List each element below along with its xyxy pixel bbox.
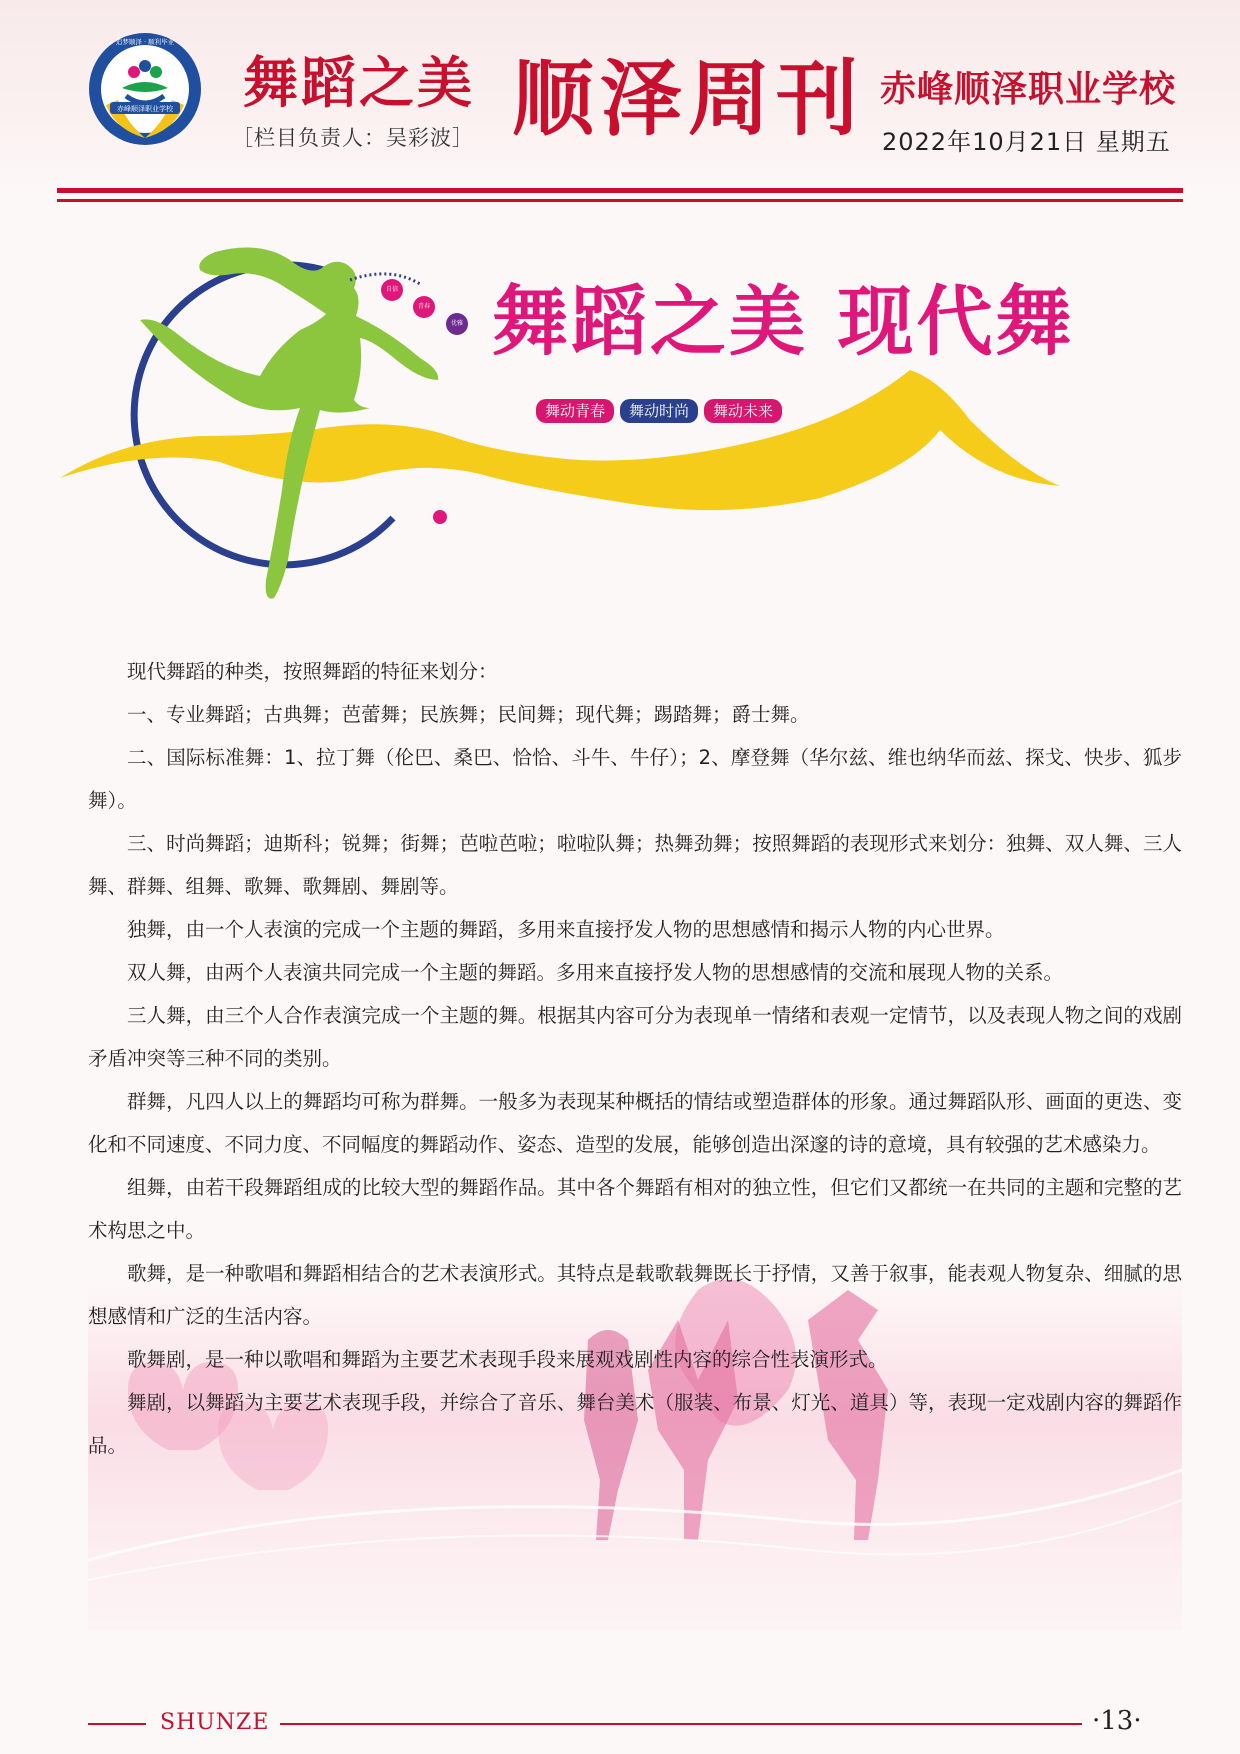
header-rule-thin <box>57 199 1183 202</box>
header-rule-thick <box>57 188 1183 193</box>
column-editor: ［栏目负责人：吴彩波］ <box>232 126 474 150</box>
footer-rule-right <box>280 1723 1082 1725</box>
bubble-youth <box>413 296 435 318</box>
school-name: 赤峰顺泽职业学校 <box>880 69 1177 110</box>
paragraph-suite: 组舞，由若干段舞蹈组成的比较大型的舞蹈作品。其中各个舞蹈有相对的独立性，但它们又都统一在共同的主题和完整的艺术构思之中。 <box>88 1176 1182 1242</box>
bubble-elegance <box>446 313 468 335</box>
banner-tags <box>536 399 782 423</box>
bubble-label: 青春 <box>417 303 430 310</box>
bubble-confidence <box>381 279 403 301</box>
publication-name: 顺泽周刊 <box>512 51 865 147</box>
paragraph-song-dance-drama: 歌舞剧，是一种以歌唱和舞蹈为主要艺术表现手段来展观戏剧性内容的综合性表演形式。 <box>127 1348 888 1371</box>
ribbon-icon <box>60 370 1060 510</box>
footer-rule-left <box>88 1723 146 1725</box>
ring-dot <box>433 510 447 524</box>
page-number: ·13· <box>1092 1706 1142 1736</box>
banner-title: 舞蹈之美 现代舞 <box>492 277 1075 366</box>
issue-date: 2022年10月21日 星期五 <box>882 128 1171 156</box>
paragraph-intro: 现代舞蹈的种类，按照舞蹈的特征来划分： <box>127 660 498 683</box>
logo-text-bottom: 赤峰顺泽职业学校 <box>117 105 173 113</box>
paragraph-solo: 独舞，由一个人表演的完成一个主题的舞蹈，多用来直接抒发人物的思想感情和揭示人物的内心世界。 <box>127 918 1005 941</box>
logo-text-top: 追梦顺泽 · 顺利毕业 <box>115 38 175 46</box>
tag-youth: 舞动青春 <box>536 399 614 423</box>
column-title: 舞蹈之美 <box>243 51 476 115</box>
paragraph-trio: 三人舞，由三个人合作表演完成一个主题的舞。根据其内容可分为表现单一情绪和表观一定情节，以及表现人物之间的戏剧矛盾冲突等三种不同的类别。 <box>88 1004 1182 1070</box>
article-body <box>88 650 1182 1467</box>
paragraph-group: 群舞，凡四人以上的舞蹈均可称为群舞。一般多为表现某种概括的情结或塑造群体的形象。通过舞蹈队形、画面的更迭、变化和不同速度、不同力度、不同幅度的舞蹈动作、姿态、造型的发展，能够创造出深邃的诗的意境，具有较强的艺术感染力。 <box>88 1090 1182 1156</box>
tag-fashion: 舞动时尚 <box>620 399 698 423</box>
paragraph-1: 一、专业舞蹈；古典舞；芭蕾舞；民族舞；民间舞；现代舞；踢踏舞；爵士舞。 <box>127 703 810 726</box>
paragraph-duet: 双人舞，由两个人表演共同完成一个主题的舞蹈。多用来直接抒发人物的思想感情的交流和展现人物的关系。 <box>127 961 1064 984</box>
footer-label: SHUNZE <box>160 1710 270 1735</box>
paragraph-song-dance: 歌舞，是一种歌唱和舞蹈相结合的艺术表演形式。其特点是载歌载舞既长于抒情，又善于叙事，能表观人物复杂、细腻的思想感情和广泛的生活内容。 <box>88 1262 1182 1328</box>
bubble-label: 自信 <box>385 286 398 293</box>
paragraph-3: 三、时尚舞蹈；迪斯科；锐舞；街舞；芭啦芭啦；啦啦队舞；热舞劲舞；按照舞蹈的表现形式来划分：独舞、双人舞、三人舞、群舞、组舞、歌舞、歌舞剧、舞剧等。 <box>88 832 1182 898</box>
paragraph-dance-drama: 舞剧，以舞蹈为主要艺术表现手段，并综合了音乐、舞台美术（服装、布景、灯光、道具）等，表现一定戏剧内容的舞蹈作品。 <box>88 1391 1182 1457</box>
tag-future: 舞动未来 <box>704 399 782 423</box>
paragraph-2: 二、国际标准舞：1、拉丁舞（伦巴、桑巴、恰恰、斗牛、牛仔）；2、摩登舞（华尔兹、维也纳华而兹、探戈、快步、狐步舞）。 <box>88 746 1182 812</box>
school-emblem-icon <box>86 30 204 148</box>
bubble-label: 优雅 <box>450 320 463 327</box>
